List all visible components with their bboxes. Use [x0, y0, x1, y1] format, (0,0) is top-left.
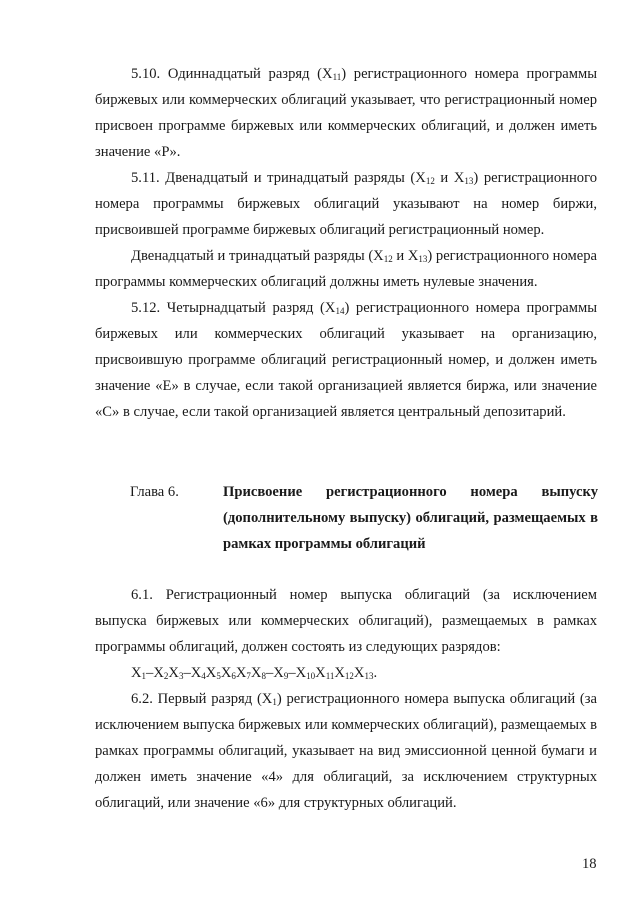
section-5-text: [95, 61, 597, 425]
chapter-title: Присвоение регистрационного номера выпуску (дополнительному выпуску) облигаций, размещаемых в рамках программы облигаций: [223, 484, 598, 552]
paragraph-5-12: 5.12. Четырнадцатый разряд $(X_{14})$ регистрационного номера программы биржевых или коммерческих облигаций указывает на организацию, присвоившую программе облигаций регистрационный номер, и должен иметь значение «E» в случае, если такой организацией является биржа, или значение «C» в случае, если такой организацией является центральный депозитарий.: [95, 300, 597, 420]
paragraph-5-10: 5.10. Одиннадцатый разряд $(X_{11})$ регистрационного номера программы биржевых или коммерческих облигаций указывает, что регистрационный номер присвоен программе биржевых или коммерческих облигаций, и должен иметь значение «P».: [95, 66, 597, 160]
paragraph-6-1: 6.1. Регистрационный номер выпуска облигаций (за исключением выпуска биржевых или коммерческих облигаций), размещаемых в рамках программы облигаций, должен состоять из следующих разрядов:: [95, 587, 597, 655]
chapter-label: Глава 6.: [130, 484, 179, 500]
section-6-text: [95, 582, 597, 816]
paragraph-5-11: 5.11. Двенадцатый и тринадцатый разряды ($X_{12}$ и $X_{13}$) регистрационного номера программы биржевых облигаций указывают на номер биржи, присвоившей программе биржевых облигаций регистрационный номер.: [95, 170, 597, 238]
paragraph-5-11-continued: Двенадцатый и тринадцатый разряды ($X_{12}$ и $X_{13}$) регистрационного номера программы коммерческих облигаций должны иметь нулевые значения.: [95, 248, 597, 290]
paragraph-6-2: 6.2. Первый разряд $(X_1)$ регистрационного номера выпуска облигаций (за исключением выпуска биржевых или коммерческих облигаций), размещаемых в рамках программы облигаций, указывает на вид эмиссионной ценной бумаги и должен иметь значение «4» для облигаций, за исключением структурных облигаций, или значение «6» для структурных облигаций.: [95, 691, 598, 811]
page-number: 18: [582, 856, 597, 872]
registration-number-formula: $X_1-X_2X_3-X_4X_5X_6X_7X_8-X_9-X_{10}X_{11}X_{12}X_{13}$.: [131, 665, 378, 681]
